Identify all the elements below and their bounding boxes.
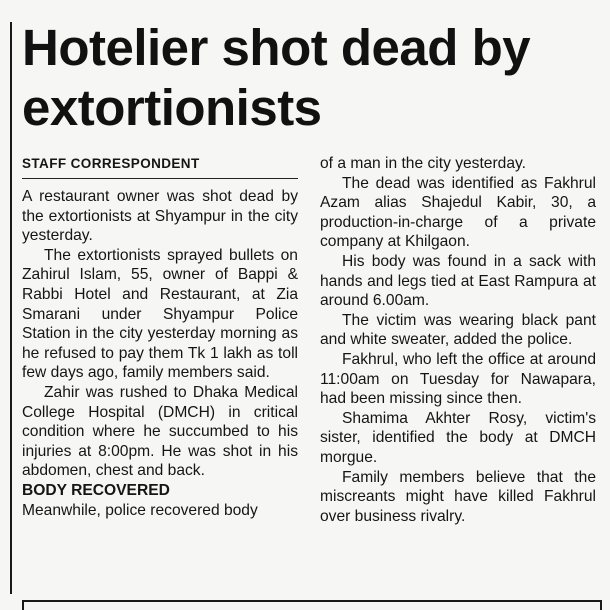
paragraph-6: His body was found in a sack with hands and legs tied at East Rampura at around 6.00am. bbox=[320, 252, 596, 310]
bottom-rule bbox=[22, 600, 602, 602]
paragraph-5: The dead was identified as Fakhrul Azam alias Shajedul Kabir, 30, a production-in-charge of a private company at Khilgaon. bbox=[320, 174, 596, 251]
right-column bbox=[320, 154, 596, 526]
paragraph-2: The extortionists sprayed bullets on Zahirul Islam, 55, owner of Bappi & Rabbi Hotel and Restaurant, at Zia Smarani under Shyampur Police Station in the city yesterday morning as he refused to pay them Tk 1 lakh as toll few days ago, family members said. bbox=[22, 246, 298, 382]
column-rule-left bbox=[10, 22, 12, 594]
paragraph-9: Shamima Akhter Rosy, victim's sister, identified the body at DMCH morgue. bbox=[320, 409, 596, 466]
byline: STAFF CORRESPONDENT bbox=[22, 154, 298, 179]
paragraph-3: Zahir was rushed to Dhaka Medical College Hospital (DMCH) in critical condition where he succumbed to his injuries at 8:00pm. He was shot in his abdomen, chest and back. bbox=[22, 383, 298, 480]
headline: Hotelier shot dead by extortionists bbox=[22, 19, 531, 136]
bottom-rule-left-tick bbox=[22, 600, 24, 610]
left-column bbox=[22, 154, 298, 520]
subhead: BODY RECOVERED bbox=[22, 481, 170, 499]
paragraph-continuation: of a man in the city yesterday. bbox=[320, 155, 526, 172]
paragraph-1: A restaurant owner was shot dead by the extortionists at Shyampur in the city yesterday. bbox=[22, 188, 298, 245]
bottom-rule-right-tick bbox=[600, 600, 602, 610]
paragraph-10: Family members believe that the miscreants might have killed Fakhrul over business rivalry. bbox=[320, 468, 596, 525]
paragraph-7: The victim was wearing black pant and white sweater, added the police. bbox=[320, 311, 596, 349]
paragraph-8: Fakhrul, who left the office at around 11:00am on Tuesday for Nawapara, had been missing since then. bbox=[320, 350, 596, 408]
paragraph-4: Meanwhile, police recovered body bbox=[22, 501, 258, 519]
